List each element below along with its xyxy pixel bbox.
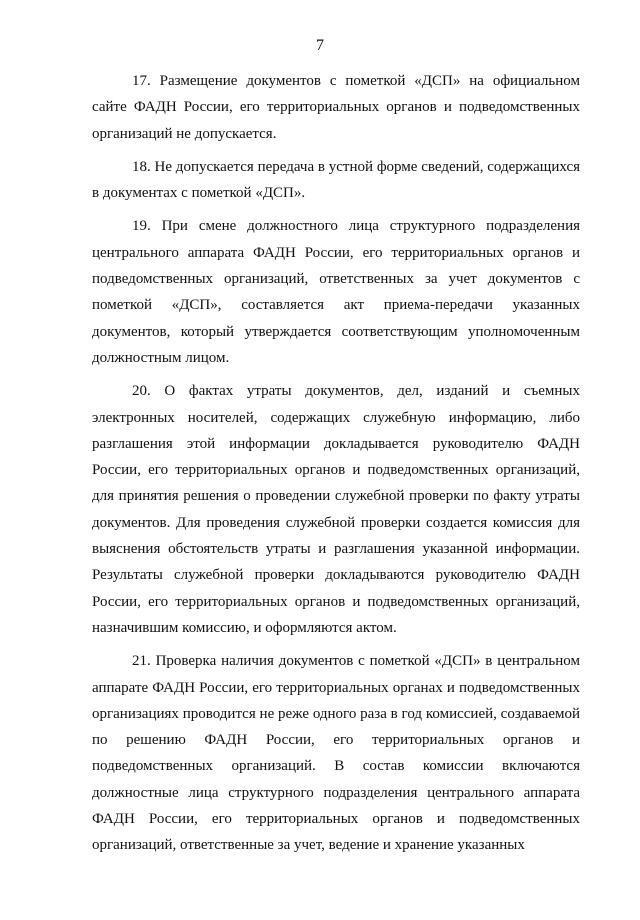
paragraph-17: 17. Размещение документов с пометкой «ДСП» на официальном сайте ФАДН России, его территориальных органов и подведомственных организаций не допускается. [92, 73, 580, 142]
paragraph-18: 18. Не допускается передача в устной форме сведений, содержащихся в документах с пометкой «ДСП». [92, 158, 580, 202]
document-body [92, 68, 580, 866]
paragraph-20: 20. О фактах утраты документов, дел, изданий и съемных электронных носителей, содержащих служебную информацию, либо разглашения этой информации докладывается руководителю ФАДН России, его территориальных органов и подведомственных организаций, для принятия решения о проведении служебной проверки по факту утраты документов. Для проведения служебной проверки создается комиссия для выяснения обстоятельств утраты и разглашения указанной информации. Результаты служебной проверки докладываются руководителю ФАДН России, его территориальных органов и подведомственных организаций, назначившим комиссию, и оформляются актом. [92, 383, 580, 636]
paragraph-21: 21. Проверка наличия документов с пометкой «ДСП» в центральном аппарате ФАДН России, его территориальных органах и подведомственных организациях проводится не реже одного раза в год комиссией, создаваемой по решению ФАДН России, его территориальных органов и подведомственных организаций. В состав комиссии включаются должностные лица структурного подразделения центрального аппарата ФАДН России, его территориальных органов и подведомственных организаций, ответственные за учет, ведение и хранение указанных [92, 653, 580, 854]
paragraph-19: 19. При смене должностного лица структурного подразделения центрального аппарата ФАДН России, его территориальных органов и подведомственных организаций, ответственных за учет документов с пометкой «ДСП», составляется акт приема-передачи указанных документов, который утверждается соответствующим уполномоченным должностным лицом. [92, 218, 580, 366]
page-number: 7 [316, 37, 324, 54]
